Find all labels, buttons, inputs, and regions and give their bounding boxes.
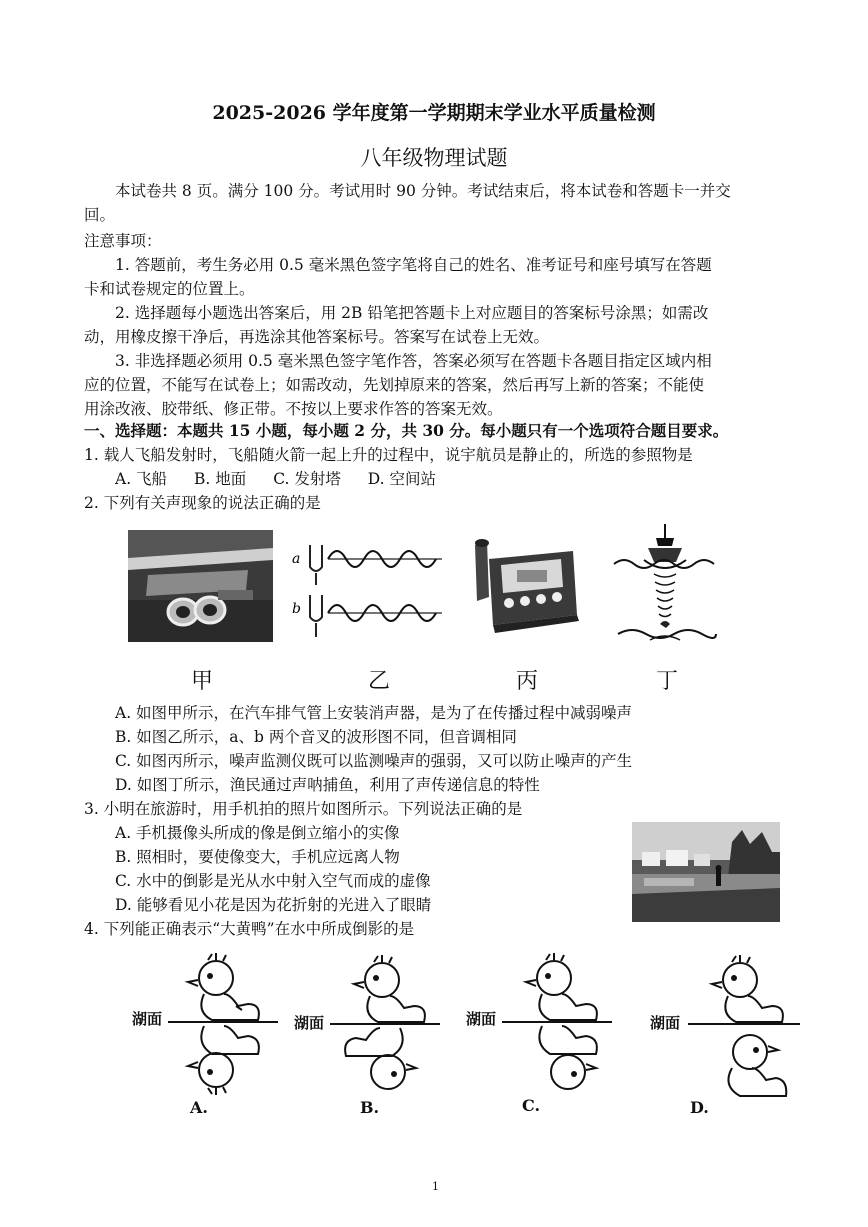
q1-option-c: C. 发射塔 [273,470,341,488]
q1-option-a: A. 飞船 [115,470,168,488]
lakeside-photo [632,822,780,922]
duck-option-d [688,952,800,1102]
q1-options [115,466,458,492]
q1-option-d: D. 空间站 [367,470,437,488]
lake-label-c: 湖面 [466,1010,497,1028]
duck-option-b [330,952,440,1102]
choice-letter-d: D. [690,1098,709,1117]
q3-option-c: C. 水中的倒影是光从水中射入空气而成的虚像 [115,872,431,890]
choice-letter-a: A. [190,1098,208,1117]
duck-option-a [168,950,278,1100]
notice-heading: 注意事项： [84,232,162,250]
choice-letter-b: B. [360,1098,380,1117]
notice-3-line-1: 3. 非选择题必须用 0.5 毫米黑色签字笔作答，答案必须写在答题卡各题目指定区域内相 [115,352,712,370]
q3-stem: 3. 小明在旅游时，用手机拍的照片如图所示。下列说法正确的是 [84,800,523,818]
exam-subtitle: 八年级物理试题 [360,146,508,170]
notice-1-line-1: 1. 答题前，考生务必用 0.5 毫米黑色签字笔将自己的姓名、准考证号和座号填写在答题 [115,256,712,274]
q3-option-b: B. 照相时，要使像变大，手机应远离人物 [115,848,400,866]
page-number: 1 [432,1180,439,1193]
tuning-fork-waveforms [290,533,442,641]
fork-label-a: a [292,551,301,567]
caption-ding: 丁 [656,669,679,694]
q2-option-a: A. 如图甲所示，在汽车排气管上安装消声器，是为了在传播过程中减弱噪声 [115,704,633,722]
exam-title: 2025-2026 学年度第一学期期末学业水平质量检测 [212,102,656,124]
choice-letter-c: C. [522,1096,541,1115]
fork-label-b: b [292,601,301,617]
lake-label-d: 湖面 [650,1014,681,1032]
sonar-fishing-boat [610,520,720,645]
q3-option-d: D. 能够看见小花是因为花折射的光进入了眼睛 [115,896,432,914]
intro-line-2: 回。 [84,206,116,224]
q2-option-d: D. 如图丁所示，渔民通过声呐捕鱼，利用了声传递信息的特性 [115,776,540,794]
q4-stem: 4. 下列能正确表示“大黄鸭”在水中所成倒影的是 [84,920,415,938]
notice-3-line-3: 用涂改液、胶带纸、修正带。不按以上要求作答的答案无效。 [84,400,503,418]
intro-line-1: 本试卷共 8 页。满分 100 分。考试用时 90 分钟。考试结束后，将本试卷和答题卡一并交 [115,182,731,200]
notice-3-line-2: 应的位置，不能写在试卷上；如需改动，先划掉原来的答案，然后再写上新的答案；不能使 [84,376,705,394]
caption-yi: 乙 [368,669,391,694]
q1-option-b: B. 地面 [194,470,247,488]
noise-monitor-device [465,537,580,637]
q2-option-c: C. 如图丙所示，噪声监测仪既可以监测噪声的强弱，又可以防止噪声的产生 [115,752,633,770]
caption-jia: 甲 [191,669,214,694]
lake-label-b: 湖面 [294,1014,325,1032]
caption-bing: 丙 [516,669,539,694]
q2-stem: 2. 下列有关声现象的说法正确的是 [84,494,321,512]
notice-2-line-1: 2. 选择题每小题选出答案后，用 2B 铅笔把答题卡上对应题目的答案标号涂黑；如需改 [115,304,709,322]
q1-stem: 1. 载人飞船发射时，飞船随火箭一起上升的过程中，说宇航员是静止的，所选的参照物是 [84,446,693,464]
section-heading: 一、选择题：本题共 15 小题，每小题 2 分，共 30 分。每小题只有一个选项符合题目要求。 [84,421,729,440]
exhaust-pipe-photo [128,530,273,642]
q2-option-b: B. 如图乙所示，a、b 两个音叉的波形图不同，但音调相同 [115,728,517,746]
tuning-fork-b-icon [310,595,322,637]
lake-label-a: 湖面 [132,1010,163,1028]
notice-1-line-2: 卡和试卷规定的位置上。 [84,280,255,298]
notice-2-line-2: 动，用橡皮擦干净后，再选涂其他答案标号。答案写在试卷上无效。 [84,328,550,346]
duck-option-c [502,950,612,1100]
q3-option-a: A. 手机摄像头所成的像是倒立缩小的实像 [115,824,400,842]
tuning-fork-a-icon [310,545,322,585]
